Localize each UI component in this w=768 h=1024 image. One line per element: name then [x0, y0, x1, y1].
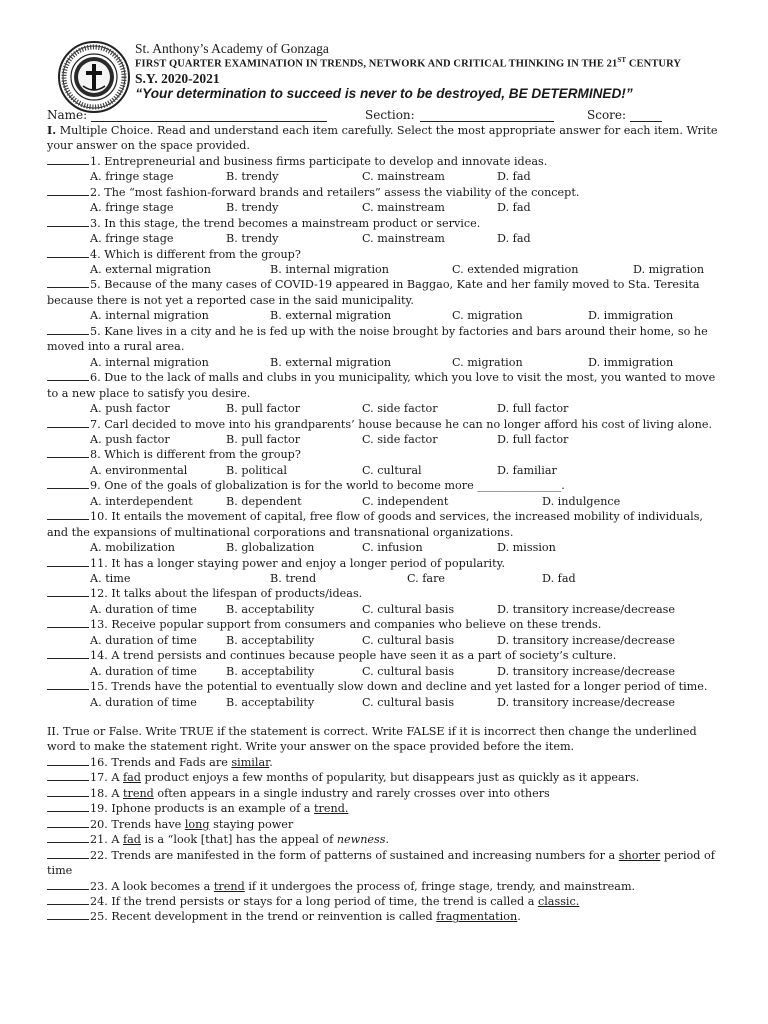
tf-item-22: [47, 848, 722, 879]
answer-blank[interactable]: [47, 154, 89, 165]
choice-a[interactable]: A. fringe stage: [90, 201, 174, 215]
question-number: 7.: [90, 417, 101, 431]
question-text: Carl decided to move into his grandparents’ house because he can no longer afford his cost of living alone.: [100, 417, 713, 431]
choice-b[interactable]: B. dependent: [226, 494, 302, 508]
choice-c[interactable]: C. mainstream: [362, 170, 445, 184]
item-text: period of time: [47, 848, 715, 878]
question-14: [47, 617, 722, 632]
choices-row: [47, 695, 722, 710]
answer-blank[interactable]: [47, 832, 89, 843]
section-label: Section:: [365, 108, 415, 122]
question-text: A trend persists and continues because people have seen it as a part of society’s culture.: [107, 649, 617, 663]
question-number: 15.: [90, 680, 108, 694]
question-5: [47, 277, 722, 308]
question-number: 12.: [90, 587, 108, 601]
choices-row: [47, 463, 722, 478]
choice-a[interactable]: A. push factor: [90, 432, 170, 446]
question-8: [47, 417, 722, 432]
question-9: [47, 447, 722, 462]
choice-b[interactable]: B. acceptability: [226, 664, 315, 678]
choice-b[interactable]: B. acceptability: [226, 695, 315, 709]
item-text: .: [385, 833, 390, 847]
exam-title: FIRST QUARTER EXAMINATION IN TRENDS, NETWORK AND CRITICAL THINKING IN THE 21ST CENTURY: [135, 56, 682, 70]
exam-body: [47, 123, 722, 925]
choice-a[interactable]: A. mobilization: [90, 541, 176, 555]
question-13: [47, 586, 722, 601]
question-text: In this stage, the trend becomes a mainstream product or service.: [100, 216, 481, 230]
question-1: [47, 154, 722, 169]
choice-b[interactable]: B. internal migration: [270, 263, 389, 277]
answer-blank[interactable]: [47, 216, 89, 227]
item-text: product enjoys a few months of popularity, but disappears just as quickly as it appears.: [140, 771, 640, 785]
question-number: 10.: [90, 510, 108, 524]
school-seal-icon: [57, 40, 131, 114]
item-number: 21.: [90, 833, 108, 847]
choice-c[interactable]: C. cultural basis: [362, 602, 455, 616]
answer-blank[interactable]: [47, 478, 89, 489]
choice-b[interactable]: B. trendy: [226, 170, 279, 184]
choice-c[interactable]: C. extended migration: [452, 263, 579, 277]
answer-blank[interactable]: [47, 509, 89, 520]
choice-a[interactable]: A. duration of time: [90, 602, 197, 616]
question-number: 6.: [90, 371, 101, 385]
choice-a[interactable]: A. duration of time: [90, 633, 197, 647]
answer-blank[interactable]: [47, 879, 89, 890]
item-text: Trends have: [107, 817, 185, 831]
part1-questions: [47, 154, 722, 710]
choice-d[interactable]: D. fad: [497, 201, 531, 215]
choice-c[interactable]: C. fare: [407, 571, 446, 585]
answer-blank[interactable]: [47, 894, 89, 905]
question-number: 5.: [90, 278, 101, 292]
school-name: St. Anthony’s Academy of Gonzaga: [135, 41, 329, 56]
choice-b[interactable]: B. acceptability: [226, 602, 315, 616]
question-text: Which is different from the group?: [100, 247, 301, 261]
choice-a[interactable]: A. external migration: [90, 263, 211, 277]
answer-blank[interactable]: [47, 801, 89, 812]
question-12: [47, 556, 722, 571]
choice-d[interactable]: D. immigration: [588, 309, 674, 323]
question-7: [47, 370, 722, 401]
choice-c[interactable]: C. cultural basis: [362, 664, 455, 678]
item-number: 17.: [90, 771, 108, 785]
underlined-word: trend.: [314, 802, 349, 816]
choice-a[interactable]: A. push factor: [90, 402, 170, 416]
choice-a[interactable]: A. time: [90, 571, 131, 585]
tf-item-18: [47, 786, 722, 801]
answer-blank[interactable]: [47, 586, 89, 597]
choice-c[interactable]: C. migration: [452, 309, 523, 323]
item-number: 16.: [90, 755, 108, 769]
question-text: Trends have the potential to eventually slow down and decline and yet lasted for a longer period of time.: [107, 680, 708, 694]
school-year: S.Y. 2020-2021: [135, 71, 220, 86]
choices-row: [47, 432, 722, 447]
item-text: if it undergoes the process of, fringe stage, trendy, and mainstream.: [244, 879, 636, 893]
tf-item-25: [47, 909, 722, 924]
choice-c[interactable]: C. cultural: [362, 463, 422, 477]
choices-row: [47, 200, 722, 215]
item-number: 19.: [90, 802, 108, 816]
choices-row: [47, 401, 722, 416]
choices-row: [47, 231, 722, 246]
item-text: Recent development in the trend or reinvention is called: [107, 910, 437, 924]
question-number: 14.: [90, 649, 108, 663]
choice-c[interactable]: C. cultural basis: [362, 695, 455, 709]
question-number: 4.: [90, 247, 101, 261]
answer-blank[interactable]: [47, 617, 89, 628]
answer-blank[interactable]: [47, 909, 89, 920]
choice-a[interactable]: A. internal migration: [90, 355, 209, 369]
choice-d[interactable]: D. transitory increase/decrease: [497, 633, 676, 647]
choices-row: [47, 308, 722, 323]
answer-blank[interactable]: [47, 324, 89, 335]
question-number: 3.: [90, 216, 101, 230]
choice-d[interactable]: D. migration: [633, 263, 705, 277]
choice-b[interactable]: B. pull factor: [226, 432, 301, 446]
underlined-word: fragmentation: [436, 910, 518, 924]
answer-blank[interactable]: [47, 786, 89, 797]
question-text: The “most fashion-forward brands and retailers” assess the viability of the concept.: [100, 185, 580, 199]
part1-instructions: I. Multiple Choice. Read and understand each item carefully. Select the most appropriate answer for each item. Write your answer on the space provided.: [47, 123, 718, 153]
tf-item-17: [47, 770, 722, 785]
choice-d[interactable]: D. fad: [542, 571, 576, 585]
tf-item-23: [47, 879, 722, 894]
underlined-word: fad: [123, 771, 141, 785]
answer-blank[interactable]: [47, 848, 89, 859]
answer-blank[interactable]: [47, 755, 89, 766]
choice-a[interactable]: A. interdependent: [90, 494, 193, 508]
question-text: Receive popular support from consumers and companies who believe on these trends.: [107, 618, 602, 632]
choice-d[interactable]: D. fad: [497, 170, 531, 184]
choice-d[interactable]: D. transitory increase/decrease: [497, 664, 676, 678]
question-16: [47, 679, 722, 694]
choices-row: [47, 262, 722, 277]
item-text: A: [107, 771, 123, 785]
item-text: A: [107, 786, 123, 800]
item-text: A look becomes a: [107, 879, 214, 893]
question-number: 2.: [90, 185, 101, 199]
item-text: Trends and Fads are: [107, 755, 232, 769]
choices-row: [47, 540, 722, 555]
choice-c[interactable]: C. side factor: [362, 402, 438, 416]
question-number: 5.: [90, 324, 101, 338]
choice-d[interactable]: D. transitory increase/decrease: [497, 695, 676, 709]
underlined-word: trend: [213, 879, 245, 893]
choice-a[interactable]: A. duration of time: [90, 695, 197, 709]
choice-c[interactable]: C. migration: [452, 355, 523, 369]
item-text: A: [107, 833, 123, 847]
choice-c[interactable]: C. mainstream: [362, 232, 445, 246]
answer-blank[interactable]: [47, 447, 89, 458]
question-number: 1.: [90, 154, 101, 168]
section-field[interactable]: [420, 121, 554, 122]
question-text: Due to the lack of malls and clubs in you municipality, which you love to visit the most, you wanted to move to a new place to satisfy you desire.: [47, 371, 716, 400]
item-number: 20.: [90, 817, 108, 831]
answer-blank[interactable]: [47, 817, 89, 828]
item-text: Trends are manifested in the form of patterns of sustained and increasing numbers for a: [107, 848, 619, 862]
choice-c[interactable]: C. infusion: [362, 541, 423, 555]
choices-row: [47, 571, 722, 586]
answer-blank[interactable]: [47, 417, 89, 428]
answer-blank[interactable]: [47, 679, 89, 690]
choice-b[interactable]: B. globalization: [226, 541, 315, 555]
tf-item-21: [47, 832, 722, 847]
underlined-word: long: [184, 817, 210, 831]
choice-d[interactable]: D. full factor: [497, 432, 569, 446]
question-3: [47, 216, 722, 231]
question-text: Because of the many cases of COVID-19 appeared in Baggao, Kate and her family moved to Sta. Teresita because there is not yet a reported case in the said municipality.: [47, 278, 700, 307]
choices-row: [47, 633, 722, 648]
item-number: 23.: [90, 879, 108, 893]
choice-b[interactable]: B. pull factor: [226, 402, 301, 416]
choice-b[interactable]: B. acceptability: [226, 633, 315, 647]
choice-b[interactable]: B. external migration: [270, 355, 392, 369]
question-text: Which is different from the group?: [100, 448, 301, 462]
question-text: It talks about the lifespan of products/ideas.: [107, 587, 363, 601]
choice-c[interactable]: C. mainstream: [362, 201, 445, 215]
item-number: 25.: [90, 910, 108, 924]
answer-blank[interactable]: [47, 247, 89, 258]
score-label: Score:: [587, 108, 627, 122]
motto: “Your determination to succeed is never to be destroyed, BE DETERMINED!”: [135, 86, 633, 101]
underlined-word: fad: [123, 833, 141, 847]
tf-item-20: [47, 817, 722, 832]
item-text: If the trend persists or stays for a long period of time, the trend is called a: [107, 894, 538, 908]
choices-row: [47, 602, 722, 617]
answer-blank[interactable]: [47, 556, 89, 567]
choice-a[interactable]: A. fringe stage: [90, 170, 174, 184]
part2-items: [47, 755, 722, 925]
choices-row: [47, 664, 722, 679]
choices-row: [47, 169, 722, 184]
choice-d[interactable]: D. familiar: [497, 463, 557, 477]
answer-blank[interactable]: [47, 370, 89, 381]
question-number: 13.: [90, 618, 108, 632]
choice-a[interactable]: A. fringe stage: [90, 232, 174, 246]
choice-b[interactable]: B. trendy: [226, 232, 279, 246]
choice-d[interactable]: D. mission: [497, 541, 556, 555]
question-number: 8.: [90, 448, 101, 462]
item-text: .: [269, 755, 273, 769]
question-text: Entrepreneurial and business firms participate to develop and innovate ideas.: [100, 154, 548, 168]
item-number: 18.: [90, 786, 108, 800]
choice-b[interactable]: B. trendy: [226, 201, 279, 215]
choice-c[interactable]: C. cultural basis: [362, 633, 455, 647]
underlined-word: trend: [123, 786, 154, 800]
student-info-row: [47, 106, 747, 124]
choice-b[interactable]: B. trend: [270, 571, 317, 585]
choices-row: [47, 355, 722, 370]
item-number: 24.: [90, 894, 108, 908]
item-text: often appears in a single industry and rarely crosses over into others: [153, 786, 550, 800]
item-text: Iphone products is an example of a: [107, 802, 315, 816]
item-text: is a “look [that] has the appeal of: [140, 833, 337, 847]
choice-d[interactable]: D. indulgence: [542, 494, 621, 508]
choice-d[interactable]: D. fad: [497, 232, 531, 246]
name-label: Name:: [47, 108, 88, 122]
name-field[interactable]: [91, 121, 327, 122]
question-2: [47, 185, 722, 200]
question-15: [47, 648, 722, 663]
choice-a[interactable]: A. internal migration: [90, 309, 209, 323]
question-number: 9.: [90, 479, 101, 493]
score-field[interactable]: [630, 121, 662, 122]
part2-instructions: II. True or False. Write TRUE if the statement is correct. Write FALSE if it is incorrect then change the underlined word to make the statement right. Write your answer on the space provided before the item.: [47, 724, 697, 754]
answer-blank[interactable]: [47, 770, 89, 781]
choice-c[interactable]: C. side factor: [362, 432, 438, 446]
question-text: Kane lives in a city and he is fed up with the noise brought by factories and bars around their home, so he moved into a rural area.: [47, 324, 708, 354]
question-text: One of the goals of globalization is for the world to become more _______________.: [100, 479, 565, 493]
choice-d[interactable]: D. transitory increase/decrease: [497, 602, 676, 616]
question-11: [47, 509, 722, 540]
item-text: .: [517, 910, 521, 924]
question-10: [47, 478, 722, 493]
tf-item-19: [47, 801, 722, 816]
italic-word: newness: [336, 833, 386, 847]
tf-item-16: [47, 755, 722, 770]
choice-d[interactable]: D. full factor: [497, 402, 569, 416]
underlined-word: shorter: [618, 848, 661, 862]
choice-b[interactable]: B. external migration: [270, 309, 392, 323]
exam-header: [57, 40, 757, 90]
question-text: It entails the movement of capital, free flow of goods and services, the increased mobility of individuals, and the expansions of multinational corporations and transnational organizations.: [47, 510, 703, 539]
choice-b[interactable]: B. political: [226, 463, 287, 477]
item-number: 22.: [90, 848, 108, 862]
choice-d[interactable]: D. immigration: [588, 355, 674, 369]
answer-blank[interactable]: [47, 277, 89, 288]
item-text: staying power: [209, 817, 294, 831]
choice-a[interactable]: A. environmental: [90, 463, 188, 477]
answer-blank[interactable]: [47, 648, 89, 659]
tf-item-24: [47, 894, 722, 909]
question-number: 11.: [90, 556, 108, 570]
choice-c[interactable]: C. independent: [362, 494, 449, 508]
answer-blank[interactable]: [47, 185, 89, 196]
question-text: It has a longer staying power and enjoy a longer period of popularity.: [107, 556, 506, 570]
question-6: [47, 324, 722, 355]
choices-row: [47, 494, 722, 509]
question-4: [47, 247, 722, 262]
choice-a[interactable]: A. duration of time: [90, 664, 197, 678]
underlined-word: classic.: [537, 894, 580, 908]
underlined-word: similar: [231, 755, 270, 769]
